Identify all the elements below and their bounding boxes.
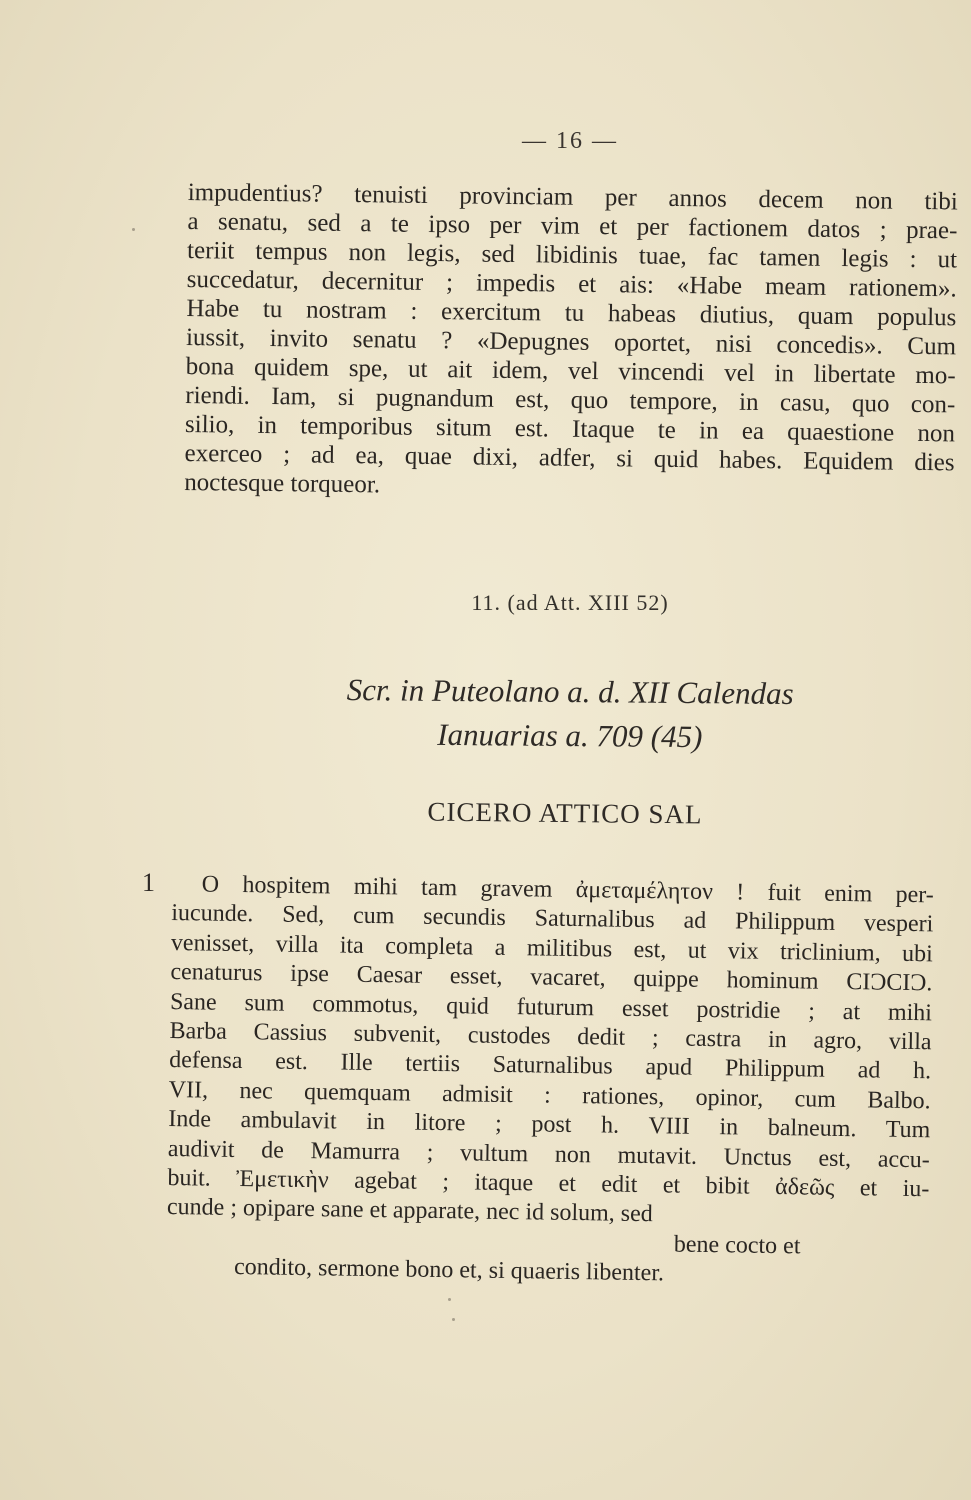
text-line: cenaturus ipse Caesar esset, vacaret, quippe hominum CIƆCIƆ.: [170, 959, 933, 997]
text-line: O hospitem mihi tam gravem ἀμεταμέλητον ! fuit enim per-: [201, 871, 934, 909]
text-line: riendi. Iam, si pugnandum est, quo tempore, in casu, quo con-: [185, 381, 956, 419]
salutation: CICERO ATTICO SAL: [427, 796, 703, 830]
letter-place-line: Scr. in Puteolano a. d. XII Calendas: [346, 672, 794, 711]
text-line: a senatu, sed a te ipso per vim et per factionem datos ; prae-: [187, 207, 958, 245]
text-line: bona quidem spe, ut ait idem, vel vincendi vel in libertate mo-: [185, 352, 956, 390]
text-line: bene cocto et: [673, 1231, 801, 1260]
text-line: Barba Cassius subvenit, custodes dedit ; castra in agro, villa: [169, 1018, 932, 1056]
paragraph-top: [184, 178, 958, 506]
paper-speck: [452, 1318, 455, 1321]
paper-speck: [448, 1298, 451, 1301]
text-line: defensa est. Ille tertiis Saturnalibus apud Philippum ad h.: [168, 1047, 932, 1085]
text-line: succedatur, decernitur ; impedis et ais: «Habe meam rationem».: [186, 265, 957, 303]
text-line: Sane sum commotus, quid futurum esset postridie ; at mihi: [169, 988, 933, 1026]
text-line: exerceo ; ad ea, quae dixi, adfer, si quid habes. Equidem dies: [184, 439, 955, 477]
paper-speck: [132, 228, 135, 231]
text-line: VII, nec quemquam admisit : rationes, opinor, cum Balbo.: [168, 1076, 931, 1115]
text-line: noctesque torqueor.: [184, 468, 381, 499]
letter-place-date: [0, 665, 971, 763]
text-line: cunde ; opipare sane et apparate, nec id solum, sed: [166, 1194, 653, 1228]
text-line: Habe tu nostram : exercitum tu habeas diutius, quam populus: [186, 294, 957, 332]
paragraph-letter: [166, 870, 934, 1293]
page-number: — 16 —: [522, 128, 618, 154]
text-line: venisset, villa ita completa a militibus est, ut vix triclinium, ubi: [170, 929, 934, 968]
text-line: impudentius? tenuisti provinciam per annos decem non tibi: [187, 178, 958, 216]
text-line: condito, sermone bono et, si quaeris libenter.: [233, 1254, 665, 1287]
text-line: Inde ambulavit in litore ; post h. VIII in balneum. Tum: [168, 1106, 931, 1144]
text-line: iussit, invito senatu ? «Depugnes oportet, nisi concedis». Cum: [185, 323, 957, 361]
section-number: 1: [142, 868, 155, 897]
text-line: teriit tempus non legis, sed libidinis tuae, fac tamen legis : ut: [186, 236, 958, 274]
text-line: audivit de Mamurra ; vultum non mutavit. Unctus est, accu-: [167, 1135, 930, 1173]
text-line: iucunde. Sed, cum secundis Saturnalibus ad Philippum vesperi: [171, 900, 934, 938]
text-line: silio, in temporibus situm est. Itaque te in ea quaestione non: [184, 410, 956, 448]
letter-reference: 11. (ad Att. XIII 52): [471, 590, 669, 615]
text-line: buit. Ἐμετικὴν agebat ; itaque et edit et bibit ἀδεῶς et iu-: [167, 1165, 930, 1203]
letter-place-line: Ianuarias a. 709 (45): [437, 716, 703, 755]
